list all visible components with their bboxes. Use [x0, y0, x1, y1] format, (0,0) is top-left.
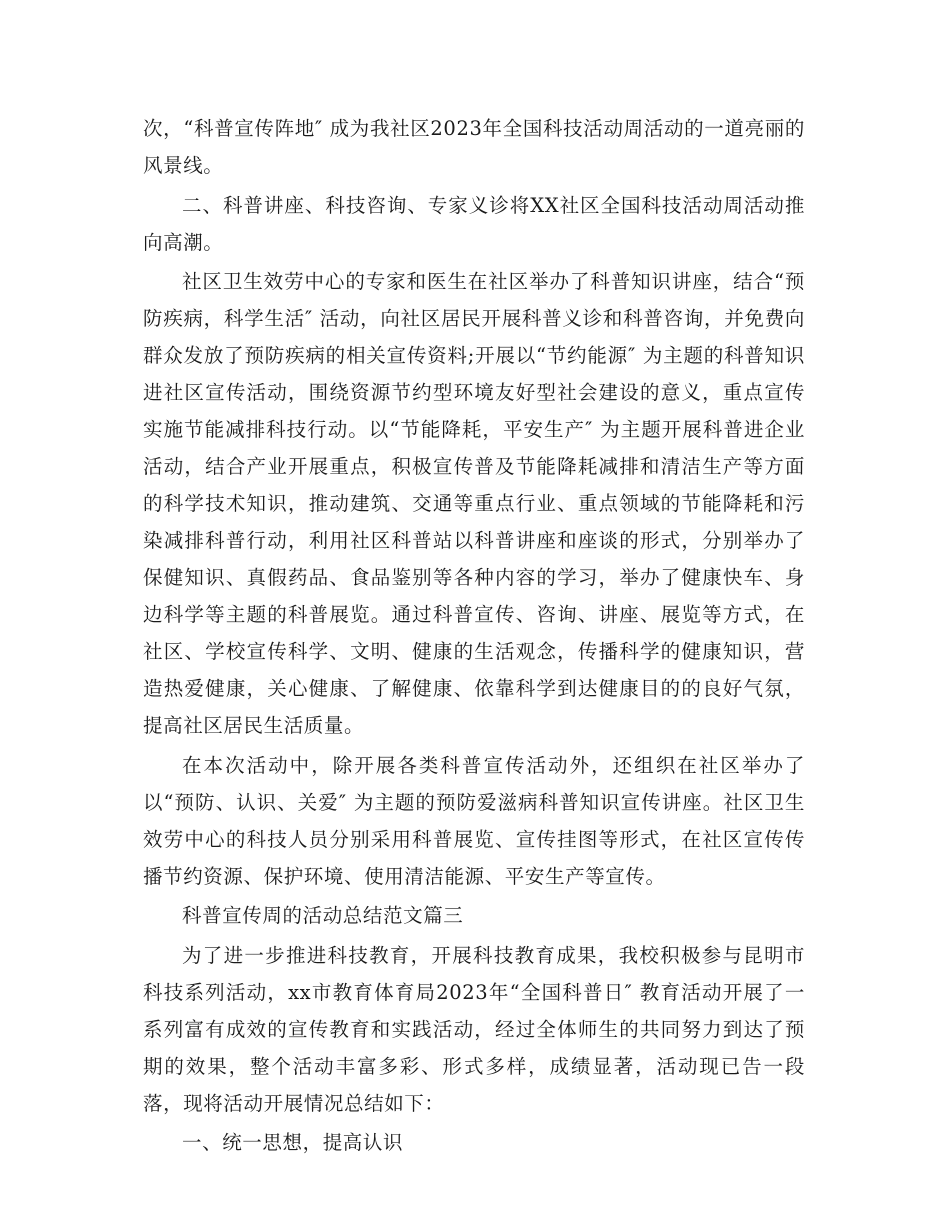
paragraph-health-center: 社区卫生效劳中心的专家和医生在社区举办了科普知识讲座，结合“预防疾病，科学生活″ 活动，向社区居民开展科普义诊和科普咨询，并免费向群众发放了预防疾病的相关宣传资料;开展以“节约能源″ 为主题的科普知识进社区宣传活动，围绕资源节约型环境友好型社会建设的意义，重点宣传实施节能减排科技行动。以“节能降耗，平安生产″ 为主题开展科普进企业活动，结合产业开展重点，积极宣传普及节能降耗减排和清洁生产等方面的科学技术知识，推动建筑、交通等重点行业、重点领域的节能降耗和污染减排科普行动，利用社区科普站以科普讲座和座谈的形式，分别举办了保健知识、真假药品、食品鉴别等各种内容的学习，举办了健康快车、身边科学等主题的科普展览。通过科普宣传、咨询、讲座、展览等方式，在社区、学校宣传科学、文明、健康的生活观念，传播科学的健康知识，营造热爱健康，关心健康、了解健康、依靠科学到达健康目的的良好气氛，提高社区居民生活质量。: [143, 270, 805, 737]
paragraph-continuation: 次，“科普宣传阵地″ 成为我社区2023年全国科技活动周活动的一道亮丽的风景线。: [143, 117, 805, 177]
article-title-three: 科普宣传周的活动总结范文篇三: [182, 904, 464, 927]
section-heading-two: 二、科普讲座、科技咨询、专家义诊将XX社区全国科技活动周活动推向高潮。: [143, 193, 805, 254]
paragraph-school-intro: 为了进一步推进科技教育，开展科技教育成果，我校积极参与昆明市科技系列活动，xx市教育体育局2023年“全国科普日″ 教育活动开展了一系列富有成效的宣传教育和实践活动，经过全体师生的共同努力到达了预期的效果，整个活动丰富多彩、形式多样，成绩显著，活动现已告一段落，现将活动开展情况总结如下：: [143, 943, 805, 1115]
paragraph-aids-lecture: 在本次活动中，除开展各类科普宣传活动外，还组织在社区举办了以“预防、认识、关爱″ 为主题的预防爱滋病科普知识宣传讲座。社区卫生效劳中心的科技人员分别采用科普展览、宣传挂图等形式，在社区宣传传播节约资源、保护环境、使用清洁能源、平安生产等宣传。: [143, 753, 805, 888]
document-page: [143, 110, 805, 1164]
section-heading-one: 一、统一思想，提高认识: [182, 1131, 404, 1154]
